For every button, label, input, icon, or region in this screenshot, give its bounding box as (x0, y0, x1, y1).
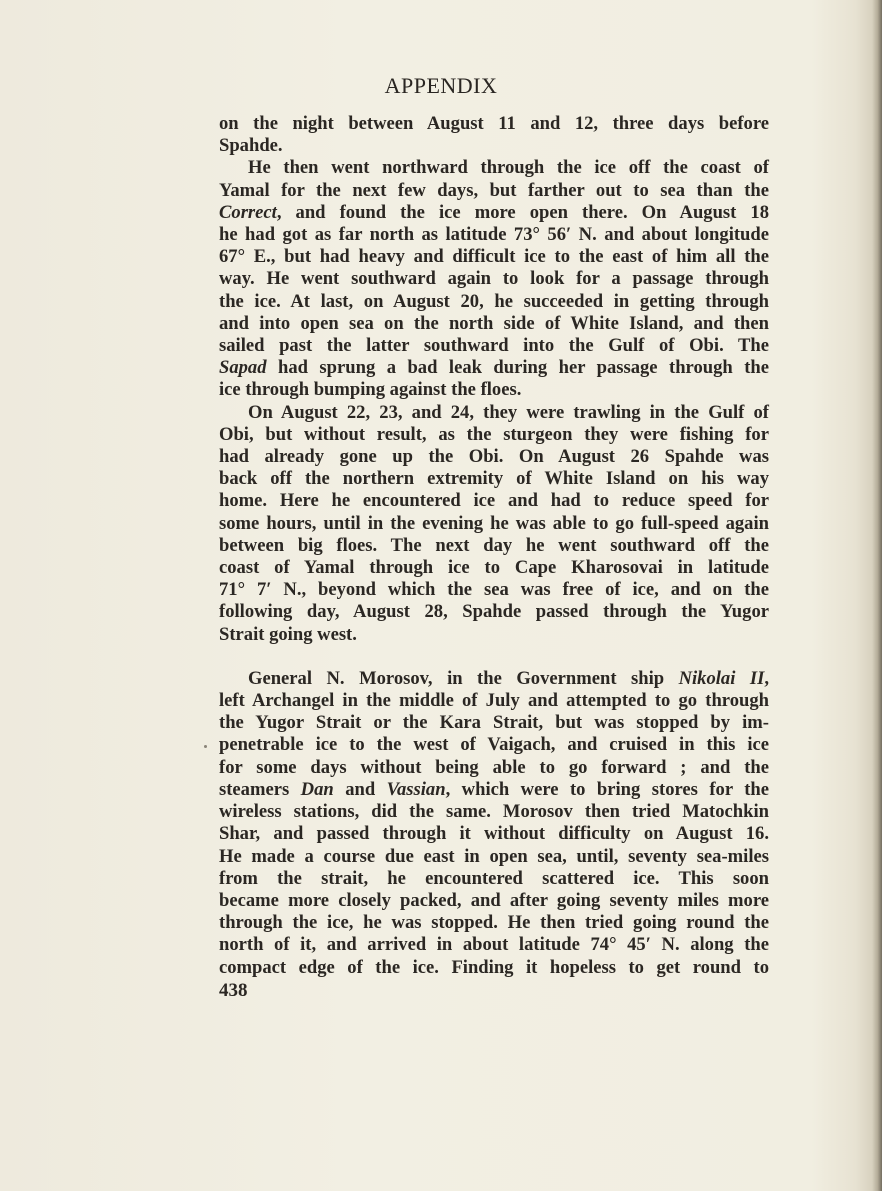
text-line: Shar, and passed through it without difficulty on August 16. (219, 823, 769, 845)
text-line: north of it, and arrived in about latitude 74° 45′ N. along the (219, 934, 769, 956)
text-line: back off the northern extremity of White Island on his way (219, 468, 769, 490)
text-line: between big floes. The next day he went southward off the (219, 534, 769, 556)
text-line: and into open sea on the north side of White Island, and then (219, 312, 769, 334)
text-line: had already gone up the Obi. On August 26 Spahde was (219, 446, 769, 468)
ship-name: Vassian (386, 778, 446, 800)
text-line-italic-start (219, 202, 769, 224)
text-line: the Yugor Strait or the Kara Strait, but was stopped by im- (219, 712, 769, 734)
margin-speck (204, 745, 207, 748)
text-line: 71° 7′ N., beyond which the sea was free of ice, and on the (219, 579, 769, 601)
text-line: He made a course due east in open sea, until, seventy sea-miles (219, 845, 769, 867)
text-line: Spahde. (219, 135, 283, 157)
ship-name: Dan (300, 778, 334, 800)
text-line: He then went northward through the ice off the coast of (248, 157, 769, 179)
text-line: coast of Yamal through ice to Cape Kharosovai in latitude (219, 557, 769, 579)
binding-shadow (872, 0, 882, 1191)
text-line: Yamal for the next few days, but farther out to sea than the (219, 179, 769, 201)
text-line: wireless stations, did the same. Morosov then tried Matochkin (219, 801, 769, 823)
paragraph-4 (219, 668, 769, 979)
text-line: compact edge of the ice. Finding it hopeless to get round to (219, 956, 769, 978)
ship-name: Nikolai II (678, 667, 765, 689)
text-line: on the night between August 11 and 12, three days before (219, 113, 769, 134)
text-line: On August 22, 23, and 24, they were trawling in the Gulf of (248, 401, 769, 423)
text-line: Strait going west. (219, 623, 357, 645)
text-line: Obi, but without result, as the sturgeon they were fishing for (219, 423, 769, 445)
text-line: became more closely packed, and after going seventy miles more (219, 889, 769, 911)
text-line: from the strait, he encountered scattered ice. This soon (219, 867, 769, 889)
running-head: APPENDIX (384, 73, 498, 98)
page-number: 438 (219, 980, 248, 1001)
text-line: through the ice, he was stopped. He then tried going round the (219, 912, 769, 934)
text-line: he had got as far north as latitude 73° 56′ N. and about longitude (219, 224, 769, 246)
text-line-with-ship-names: steamers Dan and Vassian, which were to bring stores for the (219, 778, 770, 800)
text-line: some hours, until in the evening he was able to go full-speed again (219, 512, 769, 534)
text-line: way. He went southward again to look for a passage through (219, 268, 769, 290)
text-line-italic-start (219, 357, 769, 379)
paragraph-1 (219, 113, 769, 157)
body-text (219, 113, 769, 979)
text-line: for some days without being able to go forward ; and the (219, 756, 769, 778)
text-line: 67° E., but had heavy and difficult ice to the east of him all the (219, 246, 769, 268)
text-line: ice through bumping against the floes. (219, 379, 522, 401)
text-line: the ice. At last, on August 20, he succeeded in getting through (219, 290, 769, 312)
text-line: following day, August 28, Spahde passed through the Yugor (219, 601, 769, 623)
text-line-rest: , and found the ice more open there. On August 18 (276, 201, 769, 223)
text-line: sailed past the latter southward into the Gulf of Obi. The (219, 335, 769, 357)
paragraph-3 (219, 402, 769, 646)
text-line: home. Here he encountered ice and had to reduce speed for (219, 490, 769, 512)
paragraph-2 (219, 157, 769, 401)
ship-name-correct: Correct (219, 201, 277, 223)
text-line: left Archangel in the middle of July and attempted to go through (219, 690, 769, 712)
ship-name-sapad: Sapad (219, 357, 267, 379)
text-line-with-ship-name: General N. Morosov, in the Government ship Nikolai II, (248, 667, 769, 689)
text-line: penetrable ice to the west of Vaigach, and cruised in this ice (219, 734, 769, 756)
text-line-rest: had sprung a bad leak during her passage through the (266, 357, 769, 379)
